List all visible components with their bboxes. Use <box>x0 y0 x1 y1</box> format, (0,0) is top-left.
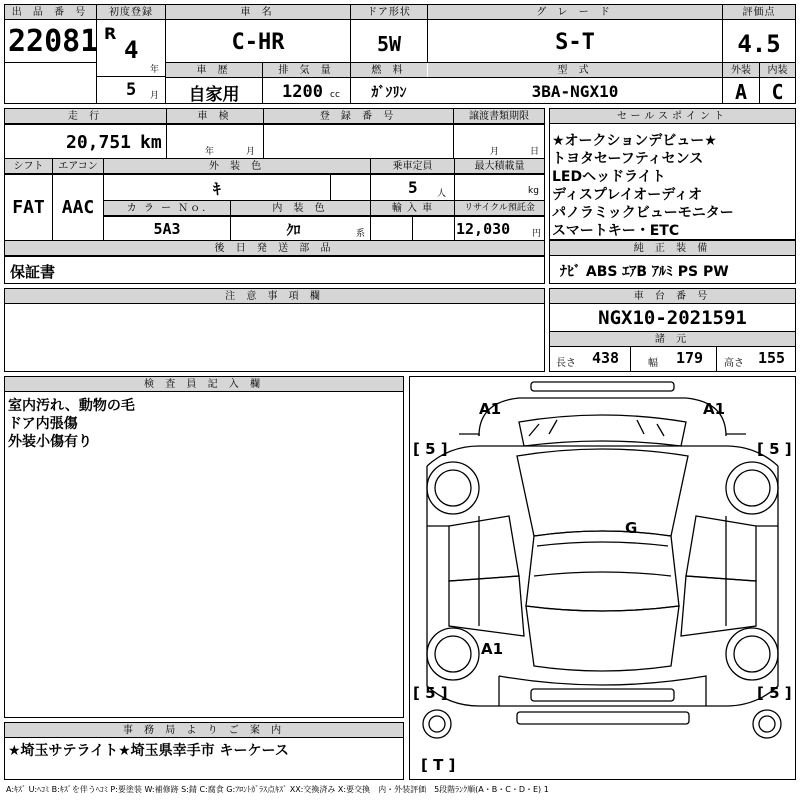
car-name: C-HR <box>231 30 285 55</box>
int-color-label: 内 装 色 <box>231 201 370 216</box>
history: 自家用 <box>188 85 240 105</box>
int-color-unit: 系 <box>356 229 366 239</box>
tread-spare: [ T ] <box>421 756 456 774</box>
tread-rear-left: [ 5 ] <box>413 684 448 702</box>
model-label: 型 式 <box>428 63 722 78</box>
inspector-line-1: 室内汚れ、動物の毛 <box>8 398 135 414</box>
model: 3BA-NGX10 <box>531 82 619 101</box>
doors-label: ドア形状 <box>351 5 427 20</box>
grade-label: グ レ ー ド <box>428 5 722 20</box>
sales-points-label: セールスポイント <box>550 109 795 124</box>
later-parts-label: 後 日 発 送 部 品 <box>5 241 544 256</box>
office-text: ★埼玉サテライト★埼玉県幸手市 キーケース <box>8 743 289 759</box>
exterior-grade-label: 外装 <box>723 63 759 78</box>
reg-year-unit: 年 <box>150 65 160 75</box>
chassis-number: NGX10-2021591 <box>598 307 747 329</box>
legend: A:ｷｽﾞ U:ﾍｺﾐ B:ｷｽﾞを伴うﾍｺﾐ P:要塗装 W:補修跡 S:錆 C:腐食 G:ﾌﾛﾝﾄｶﾞﾗｽ点ｷｽﾞ XX:交換済み X:要交換 内・外装評価 5段階ﾗﾝｸ順(A・B・C・D・E) 1 <box>6 785 549 794</box>
recycle: 12,030 <box>456 220 511 238</box>
reg-month-unit: 月 <box>150 91 160 101</box>
lot-number: 22081 <box>8 24 99 59</box>
capacity-label: 乗車定員 <box>371 159 454 174</box>
inspector-label: 検 査 員 記 入 欄 <box>5 377 403 392</box>
shift: FAT <box>12 197 45 218</box>
tread-rear-right: [ 5 ] <box>757 684 792 702</box>
sales-point-5: パノラミックビューモニター <box>552 205 734 221</box>
reg-month: 5 <box>126 80 137 100</box>
sales-point-3: LEDヘッドライト <box>552 169 666 185</box>
transfer-label: 譲渡書類期限 <box>454 109 544 124</box>
interior-grade: C <box>771 80 784 104</box>
inspection-month-unit: 月 <box>246 147 256 157</box>
capacity: 5 <box>408 178 418 197</box>
mileage-unit: km <box>140 132 162 153</box>
import-label: 輸 入 車 <box>371 201 454 216</box>
shift-label: シフト <box>5 159 52 174</box>
color-no-label: カ ラ ー Ｎｏ. <box>104 201 230 216</box>
ext-color-label: 外 装 色 <box>104 159 370 174</box>
transfer-month-unit: 月 <box>490 147 500 157</box>
reg-number-label: 登 録 番 号 <box>264 109 453 124</box>
inspector-line-2: ドア内張傷 <box>8 416 78 432</box>
ext-color: ｷ <box>213 180 221 198</box>
exterior-grade: A <box>734 80 748 104</box>
office-label: 事 務 局 よ り ご 案 内 <box>5 723 403 738</box>
capacity-unit: 人 <box>437 189 447 199</box>
color-no: 5A3 <box>153 220 181 238</box>
sales-point-6: スマートキー・ETC <box>552 223 680 239</box>
sales-point-1: ★オークションデビュー★ <box>552 133 717 149</box>
first-reg-label: 初度登録 <box>97 5 165 20</box>
doors: 5W <box>376 32 402 56</box>
displacement-unit: cc <box>330 90 340 100</box>
displacement-label: 排 気 量 <box>263 63 350 78</box>
sales-point-2: トヨタセーフティセンス <box>552 151 704 167</box>
mark-front-left: A1 <box>479 400 502 418</box>
displacement: 1200 <box>282 82 323 102</box>
sales-point-4: ディスプレイオーディオ <box>552 187 703 203</box>
inspection-label: 車 検 <box>167 109 263 124</box>
history-label: 車 歴 <box>166 63 262 78</box>
transfer-day-unit: 日 <box>530 147 540 157</box>
mark-hood: G <box>625 519 638 537</box>
tread-front-left: [ 5 ] <box>413 440 448 458</box>
width: 179 <box>676 349 704 367</box>
height-label: 高さ <box>724 358 744 369</box>
equipment-label: 純 正 装 備 <box>550 241 795 256</box>
width-label: 幅 <box>648 358 658 369</box>
mileage: 20,751 <box>66 132 132 153</box>
mark-front-right: A1 <box>703 400 726 418</box>
inspector-line-3: 外装小傷有り <box>8 434 92 450</box>
interior-grade-label: 内装 <box>760 63 795 78</box>
car-name-label: 車 名 <box>166 5 350 20</box>
later-parts: 保証書 <box>10 263 56 281</box>
max-load-label: 最大積載量 <box>455 159 544 174</box>
lot-number-label: 出 品 番 号 <box>5 5 96 20</box>
aircon: AAC <box>61 197 95 218</box>
era-mark: R <box>104 24 117 43</box>
recycle-label: リサイクル預託金 <box>455 201 544 216</box>
aircon-label: エアコン <box>53 159 103 174</box>
height: 155 <box>758 349 786 367</box>
fuel-label: 燃 料 <box>351 63 427 78</box>
fuel: ｶﾞｿﾘﾝ <box>371 85 407 101</box>
notes-label: 注 意 事 項 欄 <box>5 289 544 304</box>
chassis-label: 車 台 番 号 <box>550 289 795 304</box>
reg-year: 4 <box>124 36 139 64</box>
length-label: 長さ <box>556 358 576 369</box>
score: 4.5 <box>737 30 781 58</box>
mileage-label: 走 行 <box>5 109 166 124</box>
equipment: ﾅﾋﾞ ABS ｴｱB ｱﾙﾐ PS PW <box>560 264 729 280</box>
max-load-unit: kg <box>528 186 539 196</box>
inspection-year-unit: 年 <box>205 147 215 157</box>
int-color: ｸﾛ <box>286 223 301 239</box>
car-diagram <box>409 376 796 780</box>
dims-label: 諸 元 <box>550 332 795 347</box>
length: 438 <box>592 349 620 367</box>
recycle-unit: 円 <box>532 229 542 239</box>
tread-front-right: [ 5 ] <box>757 440 792 458</box>
grade: S-T <box>555 30 595 55</box>
score-label: 評価点 <box>723 5 795 20</box>
mark-left-side: A1 <box>481 640 504 658</box>
